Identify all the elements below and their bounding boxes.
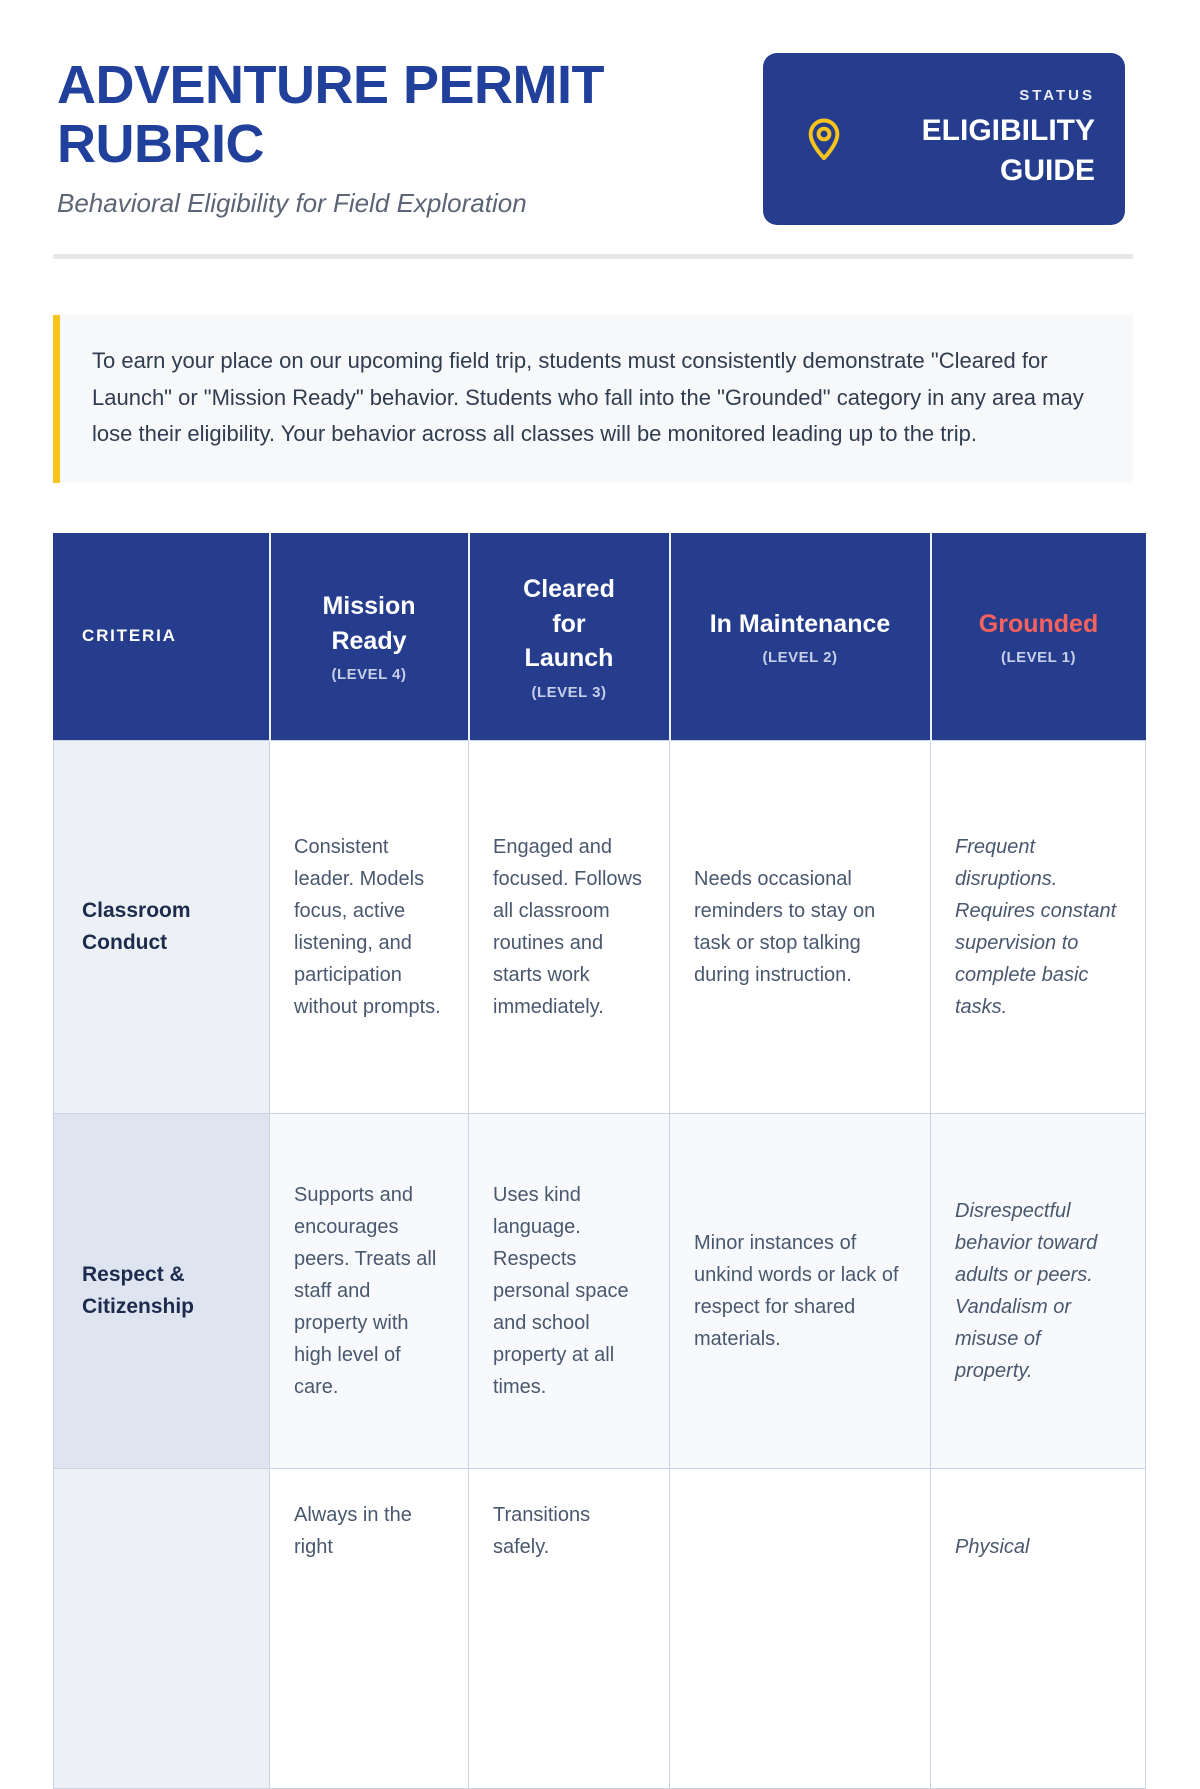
column-header-grounded <box>931 533 1146 740</box>
cell-level4: Supports and encourages peers. Treats all staff and property with high level of care. <box>270 1113 469 1468</box>
page-subtitle: Behavioral Eligibility for Field Exploration <box>57 187 527 218</box>
criteria-cell: Respect & Citizenship <box>54 1113 270 1468</box>
column-header-sublabel: (LEVEL 4) <box>331 666 407 684</box>
cell-level1: Physical <box>931 1468 1146 1788</box>
intro-text: To earn your place on our upcoming field trip, students must consistently demonstrate "Cleared for Launch" or "Mission Ready" behavior. Students who fall into the "Grounded" category in any area may lose their eligibility. Your behavior across all classes will be monitored leading up to the trip. <box>92 348 1084 447</box>
column-header-sublabel: (LEVEL 1) <box>1000 649 1077 667</box>
intro-callout <box>53 315 1133 483</box>
criteria-cell <box>54 1468 270 1788</box>
rubric-table <box>53 533 1146 1789</box>
column-header-label: Mission Ready <box>322 592 416 655</box>
badge-line-1: ELIGIBILITY <box>921 114 1095 148</box>
table-row-respect-citizenship <box>54 1113 1146 1468</box>
cell-level3: Uses kind language. Respects personal space and school property at all times. <box>469 1113 670 1468</box>
cell-level3: Engaged and focused. Follows all classroom routines and starts work immediately. <box>469 740 670 1113</box>
section-divider <box>53 254 1133 259</box>
cell-level4: Consistent leader. Models focus, active listening, and participation without prompts. <box>270 740 469 1113</box>
column-header-sublabel: (LEVEL 3) <box>531 683 607 701</box>
column-header-criteria <box>54 533 270 740</box>
badge-line-2: GUIDE <box>999 154 1095 187</box>
cell-level2 <box>670 1468 931 1788</box>
cell-level3: Transitions safely. <box>469 1468 670 1788</box>
column-header-label: CRITERIA <box>82 626 177 646</box>
status-badge <box>763 53 1125 225</box>
table-header-row <box>54 533 1146 740</box>
cell-level2: Needs occasional reminders to stay on task or stop talking during instruction. <box>670 740 931 1113</box>
column-header-label: Grounded <box>978 609 1099 638</box>
status-badge-text <box>849 87 1095 190</box>
column-header-label: Cleared for Launch <box>523 575 615 673</box>
map-pin-icon <box>799 114 849 164</box>
cell-level4: Always in the right <box>270 1468 469 1788</box>
table-row-partial <box>54 1468 1146 1788</box>
page-title: ADVENTURE PERMIT RUBRIC <box>57 55 605 174</box>
cell-level2: Minor instances of unkind words or lack of respect for shared materials. <box>670 1113 931 1468</box>
badge-kicker: STATUS <box>1019 87 1095 105</box>
column-header-label: In Maintenance <box>709 609 891 638</box>
cell-level1: Disrespectful behavior toward adults or peers. Vandalism or misuse of property. <box>931 1113 1146 1468</box>
criteria-cell: Classroom Conduct <box>54 740 270 1113</box>
column-header-mission-ready <box>270 533 469 740</box>
document-header <box>0 0 1200 228</box>
table-row-classroom-conduct <box>54 740 1146 1113</box>
cell-level1: Frequent disruptions. Requires constant supervision to complete basic tasks. <box>931 740 1146 1113</box>
column-header-sublabel: (LEVEL 2) <box>762 649 838 667</box>
column-header-in-maintenance <box>670 533 931 740</box>
column-header-cleared-for-launch <box>469 533 670 740</box>
